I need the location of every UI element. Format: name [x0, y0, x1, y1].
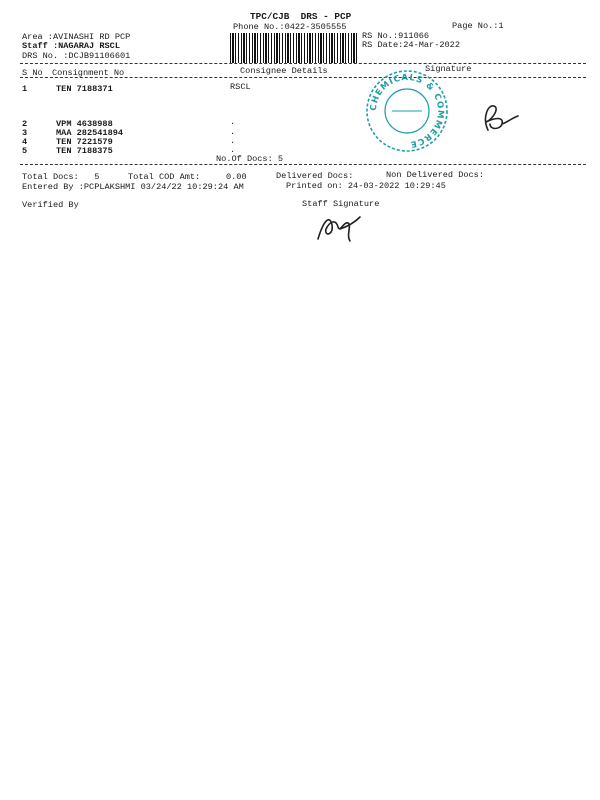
row-sno: 5 [22, 146, 28, 156]
row-consignee: RSCL [230, 82, 251, 92]
staff-signature-image [314, 211, 362, 247]
column-header-signature: Signature [425, 64, 472, 74]
document-title: TPC/CJB DRS - PCP [250, 11, 352, 22]
consignee-signature-image [478, 100, 522, 136]
rs-date: RS Date:24-Mar-2022 [362, 40, 460, 50]
verified-by-label: Verified By [22, 200, 79, 210]
company-seal-stamp [364, 68, 450, 154]
entered-by: Entered By :PCPLAKSHMI 03/24/22 10:29:24 AM [22, 182, 244, 192]
row-sno: 4 [22, 137, 28, 147]
staff-label: Staff :NAGARAJ RSCL [22, 41, 120, 51]
barcode [230, 33, 358, 63]
phone-number: Phone No.:0422-3505555 [233, 22, 347, 32]
row-consignment: TEN 7188371 [56, 84, 113, 94]
page-number: Page No.:1 [452, 21, 504, 31]
non-delivered-docs: Non Delivered Docs: [386, 170, 484, 180]
row-sno: 1 [22, 84, 28, 94]
row-consignee: . [230, 136, 236, 146]
delivered-docs: Delivered Docs: [276, 171, 354, 181]
printed-on: Printed on: 24-03-2022 10:29:45 [286, 181, 446, 191]
total-cod-amount: Total COD Amt: 0.00 [128, 172, 247, 182]
row-consignment: TEN 7221579 [56, 137, 113, 147]
row-consignee: . [230, 127, 236, 137]
total-docs: Total Docs: 5 [22, 172, 100, 182]
no-of-docs: No.Of Docs: 5 [216, 154, 284, 164]
row-sno: 2 [22, 119, 28, 129]
area-label: Area :AVINASHI RD PCP [22, 32, 131, 42]
stamp-text: CHEMICALS & COMMERCE [368, 72, 446, 149]
drs-number: DRS No. :DCJB91106601 [22, 51, 131, 61]
staff-signature-label: Staff Signature [302, 199, 380, 209]
divider [20, 164, 586, 165]
row-consignment: VPM 4638988 [56, 119, 113, 129]
column-header-consignment: Consignment No [52, 68, 125, 78]
column-header-consignee: Consignee Details [240, 66, 328, 76]
rs-number: RS No.:911066 [362, 31, 430, 41]
row-consignee: . [230, 145, 236, 155]
divider [20, 63, 586, 64]
row-sno: 3 [22, 128, 28, 138]
divider [20, 77, 586, 78]
row-consignment: TEN 7188375 [56, 146, 113, 156]
column-header-sno: S No [22, 68, 43, 78]
row-consignment: MAA 282541894 [56, 128, 124, 138]
row-consignee: . [230, 117, 236, 127]
